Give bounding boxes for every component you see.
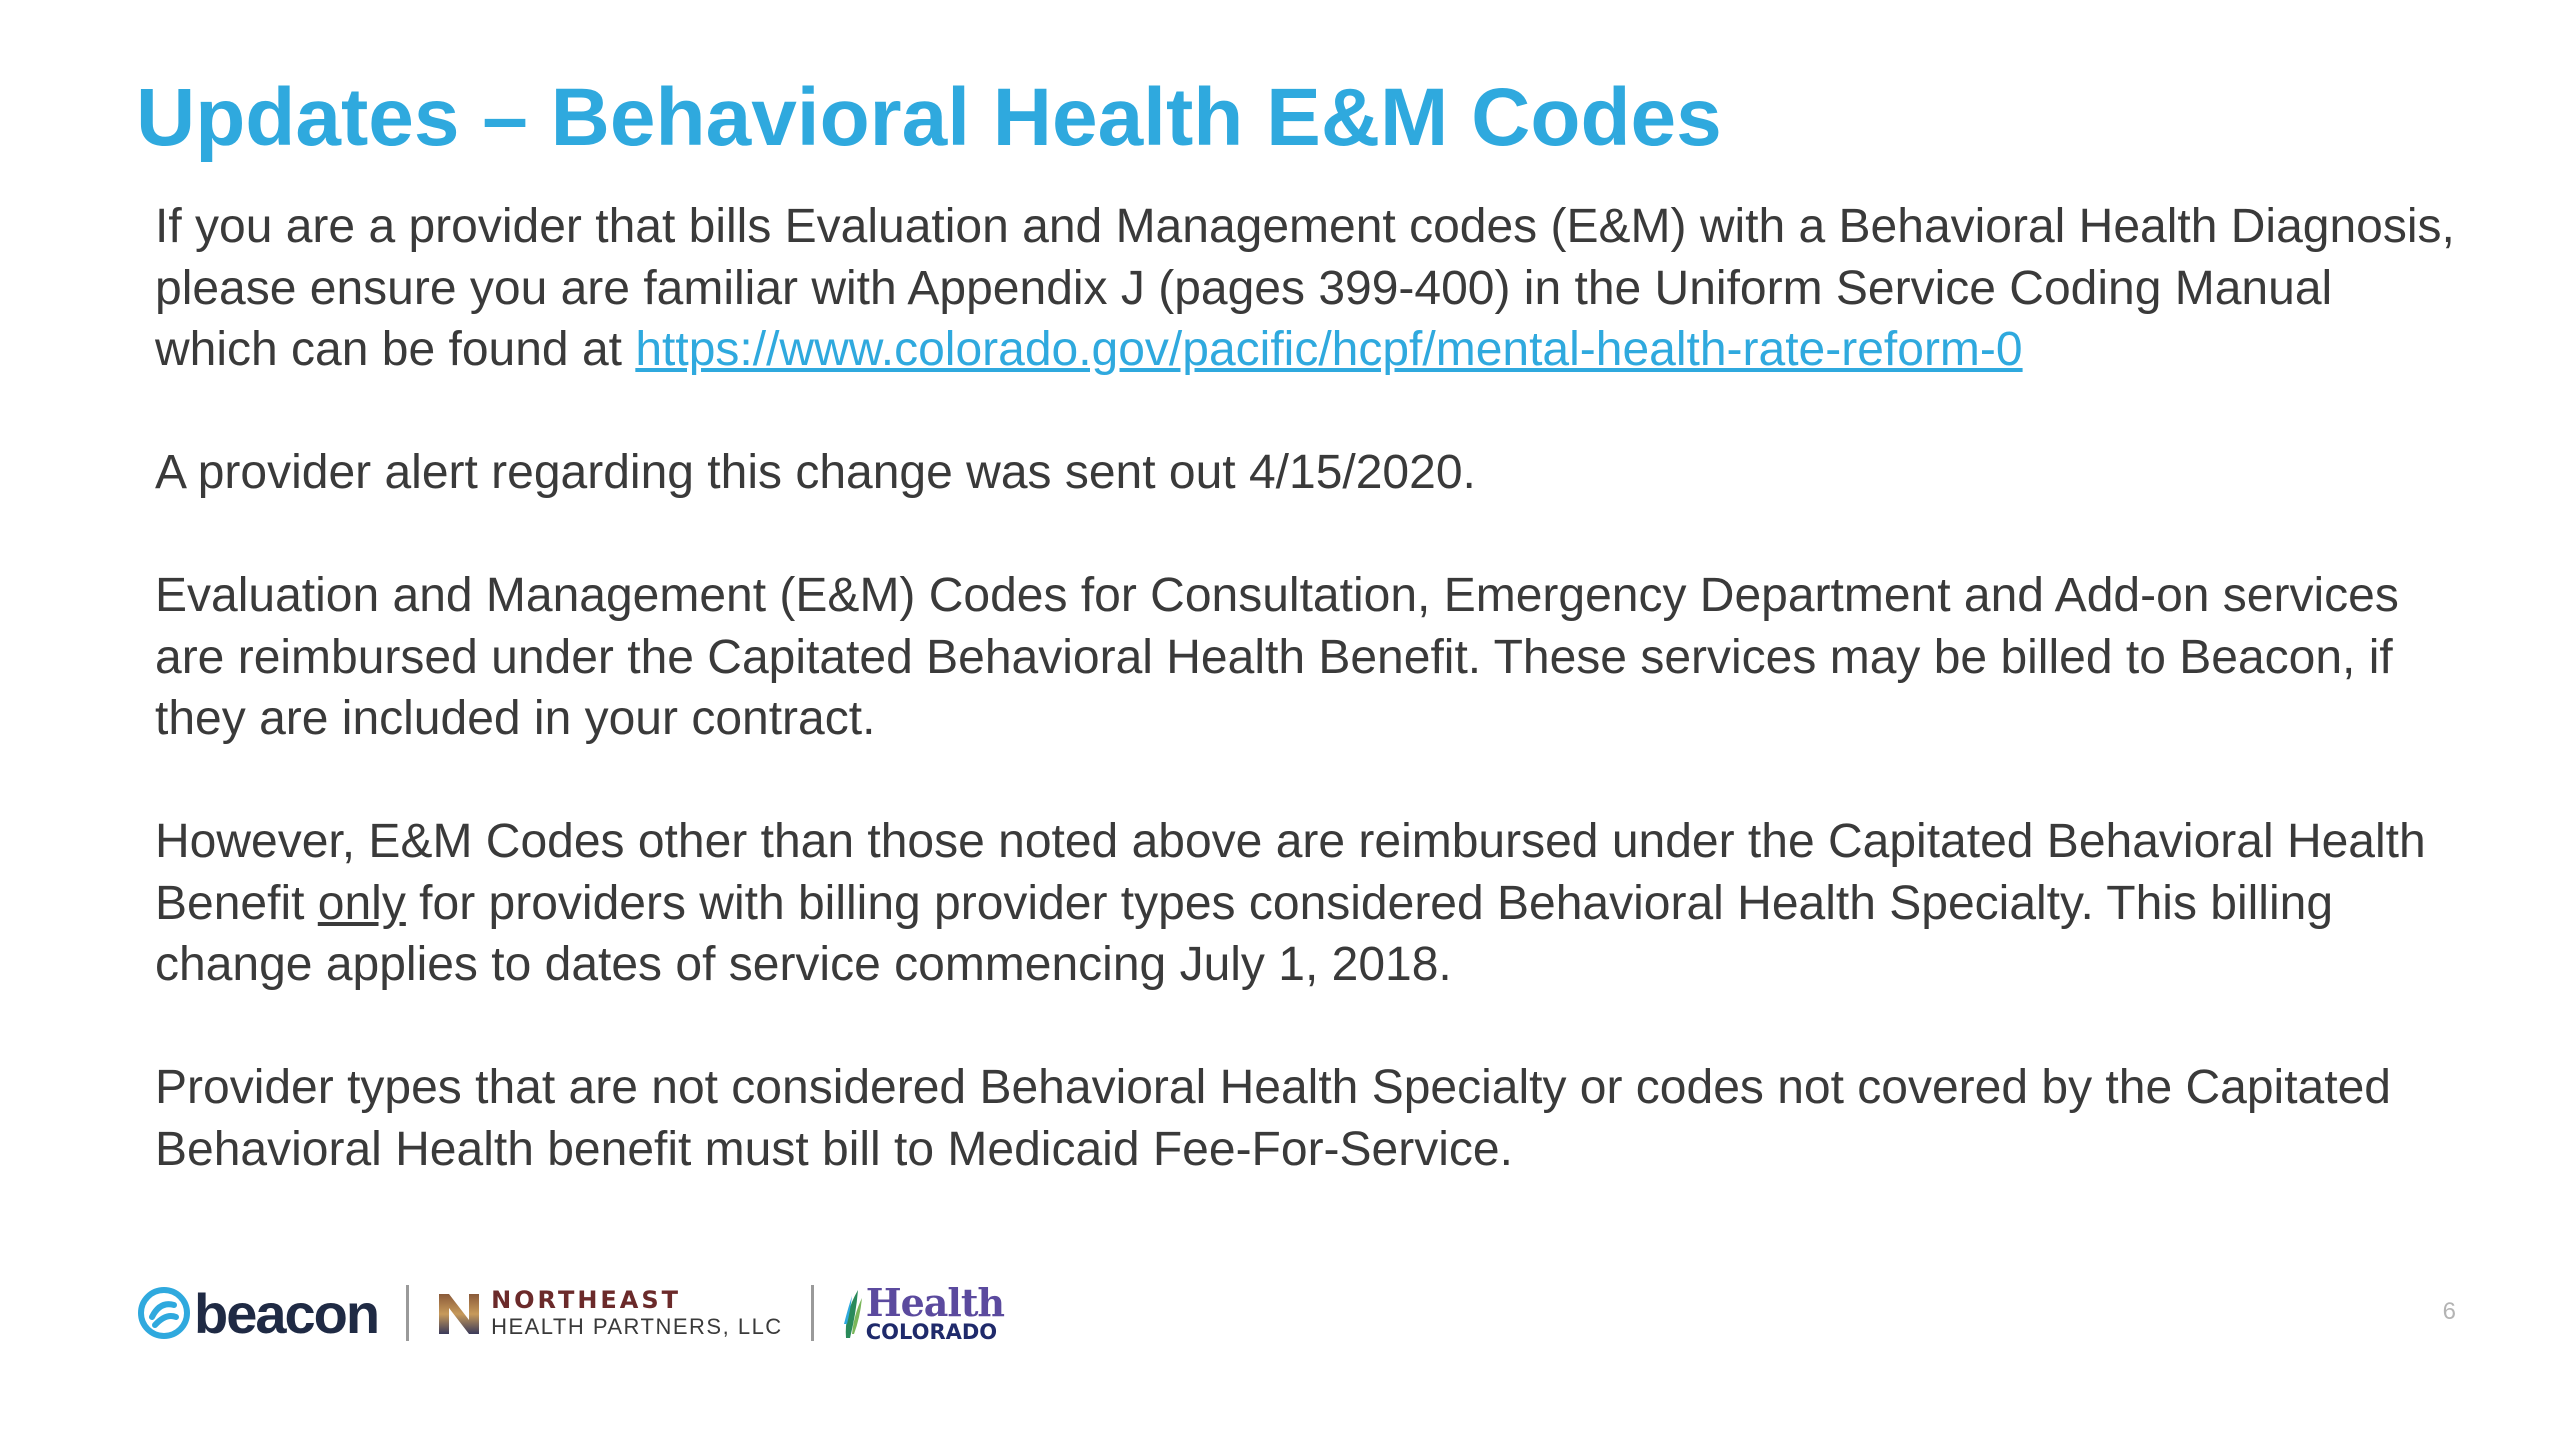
nhp-wordmark	[491, 1288, 783, 1338]
northeast-health-partners-logo	[437, 1288, 783, 1338]
health-colorado-logo	[842, 1279, 1005, 1344]
hcpf-link[interactable]: https://www.colorado.gov/pacific/hcpf/mental-health-rate-reform-0	[635, 323, 2023, 376]
footer-logos	[138, 1278, 1004, 1348]
health-colorado-wordmark	[865, 1279, 1005, 1344]
paragraph-fee-for-service: Provider types that are not considered Behavioral Health Specialty or codes not covered by the Capitated Behavioral Health benefit must bill to Medicaid Fee-For-Service.	[155, 1061, 2391, 1176]
slide-title: Updates – Behavioral Health E&M Codes	[136, 72, 1722, 163]
paragraph-manual-reference-text: If you are a provider that bills Evaluation and Management codes (E&M) with a Behavioral Health Diagnosis, please ensure you are familiar with Appendix J (pages 399-400) in the Uniform Service Coding Manual which can be found at	[155, 200, 2455, 376]
paragraph-capitated-services: Evaluation and Management (E&M) Codes for Consultation, Emergency Department and Add-on services are reimbursed under the Capitated Behavioral Health Benefit. These services may be billed to Beacon, if they are included in your contract.	[155, 569, 2399, 745]
emphasis-only: only	[317, 876, 406, 930]
health-colorado-line2: COLORADO	[865, 1319, 998, 1344]
paragraph-specialty-billing	[155, 811, 2455, 996]
leaf-icon	[842, 1284, 864, 1342]
logo-divider	[811, 1285, 814, 1341]
nhp-n-mark-icon	[437, 1290, 481, 1336]
beacon-wordmark: beacon	[194, 1281, 379, 1345]
slide-body	[155, 196, 2455, 1180]
nhp-wordmark-line2: HEALTH PARTNERS, LLC	[491, 1314, 783, 1339]
logo-divider	[406, 1285, 409, 1341]
beacon-logo	[138, 1281, 378, 1346]
health-colorado-line1: Health	[865, 1279, 1005, 1325]
paragraph-specialty-billing-after: for providers with billing provider types considered Behavioral Health Specialty. This billing change applies to dates of service commencing July 1, 2018.	[155, 876, 2334, 991]
paragraph-specialty-billing-before: However, E&M Codes other than those noted above are reimbursed under the Capitated Behavioral Health Benefit	[155, 815, 2426, 930]
beacon-swirl-icon	[138, 1287, 190, 1339]
paragraph-provider-alert: A provider alert regarding this change was sent out 4/15/2020.	[155, 446, 1476, 499]
paragraph-manual-reference	[155, 196, 2455, 381]
page-number: 6	[2442, 1298, 2456, 1325]
nhp-wordmark-line1: NORTHEAST	[491, 1286, 682, 1314]
